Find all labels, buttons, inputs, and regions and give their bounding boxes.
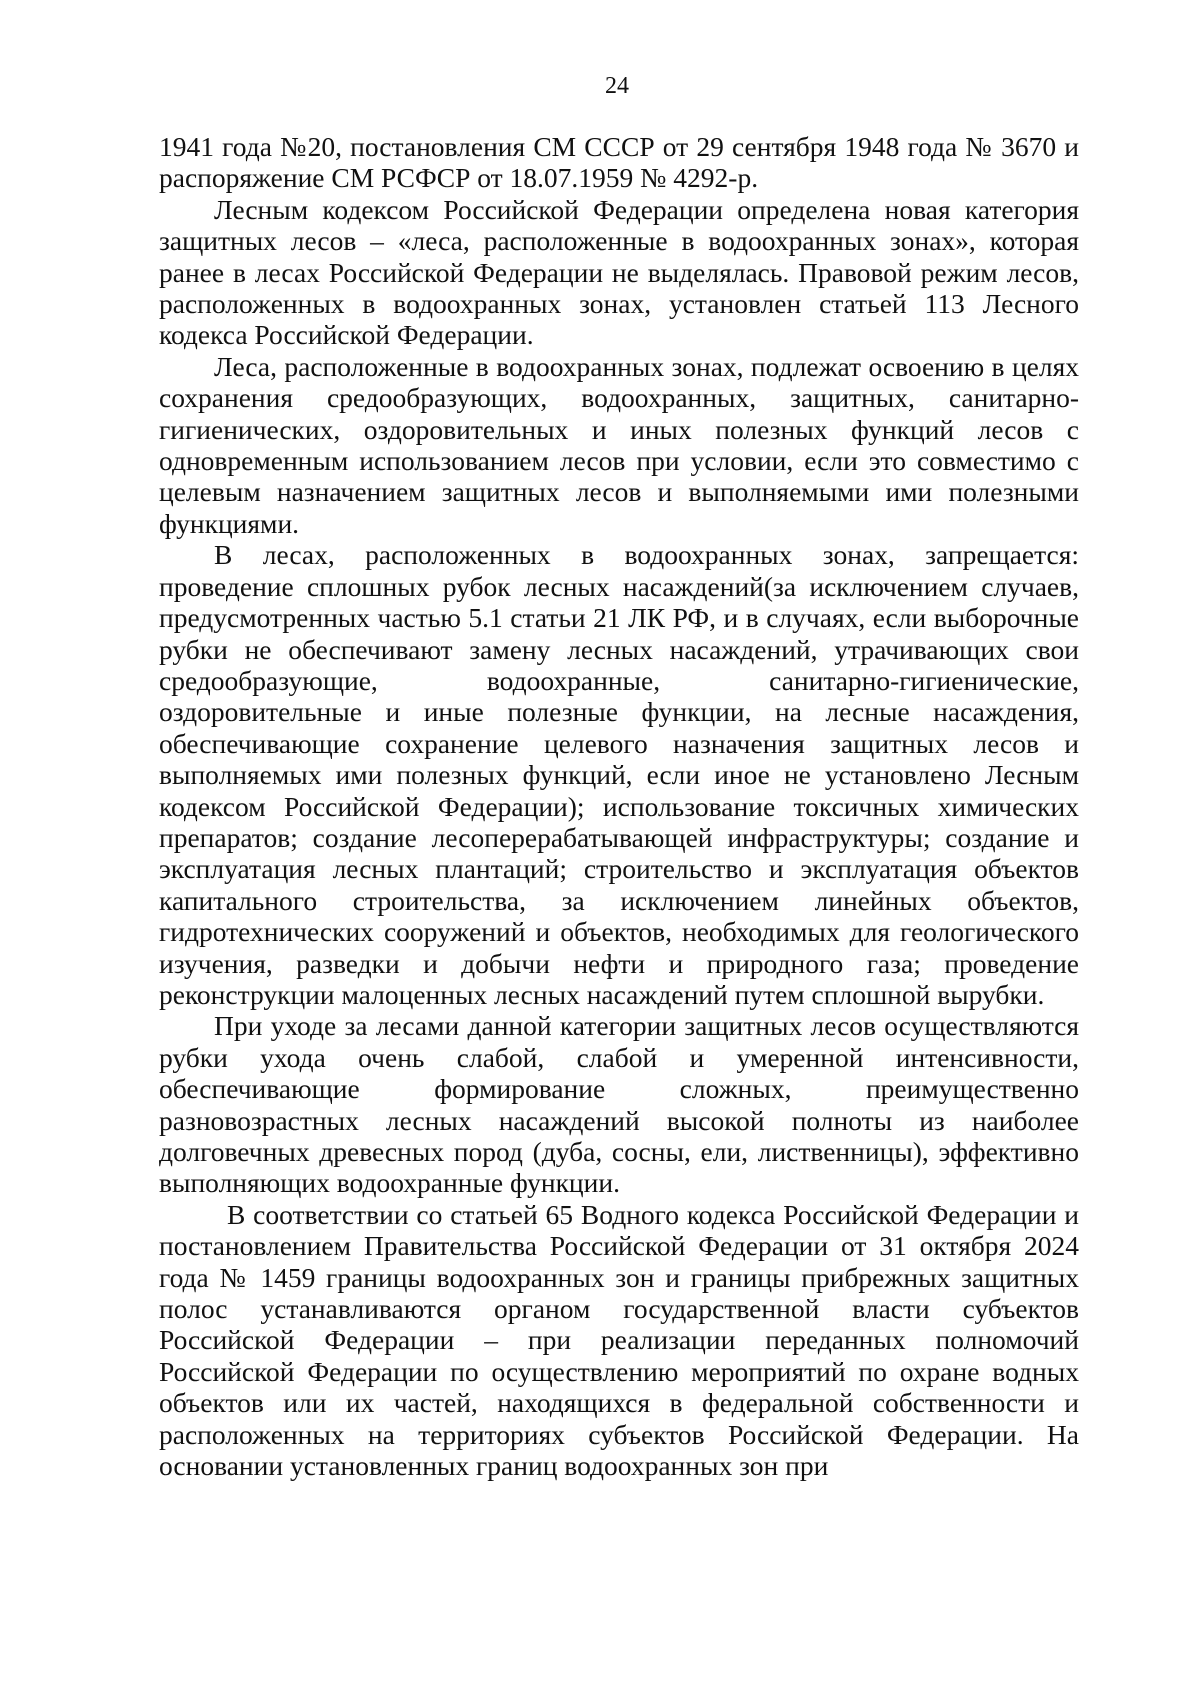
page-number: 24 bbox=[605, 73, 629, 99]
paragraph-prohibitions: В лесах, расположенных в водоохранных зонах, запрещается: проведение сплошных рубок лесных насаждений(за исключением случаев, предусмотренных частью 5.1 статьи 21 ЛК РФ, и в случаях, если выборочные рубки не обеспечивают замену лесных насаждений, утрачивающих свои средообразующие, водоохранные, санитарно-гигиенические, оздоровительные и иные полезные функции, на лесные насаждения, обеспечивающие сохранение целевого назначения защитных лесов и выполняемых ими полезных функций, если иное не установлено Лесным кодексом Российской Федерации); использование токсичных химических препаратов; создание лесоперерабатывающей инфраструктуры; создание и эксплуатация лесных плантаций; строительство и эксплуатация объектов капитального строительства, за исключением линейных объектов, гидротехнических сооружений и объектов, необходимых для геологического изучения, разведки и добычи нефти и природного газа; проведение реконструкции малоценных лесных насаждений путем сплошной вырубки. bbox=[159, 539, 1079, 1010]
paragraph-forest-code-category: Лесным кодексом Российской Федерации определена новая категория защитных лесов – «леса, расположенные в водоохранных зонах», которая ранее в лесах Российской Федерации не выделялась. Правовой режим лесов, расположенных в водоохранных зонах, установлен статьей 113 Лесного кодекса Российской Федерации. bbox=[159, 193, 1079, 351]
document-body bbox=[159, 131, 1079, 1481]
paragraph-continuation: 1941 года №20, постановления СМ СССР от 29 сентября 1948 года № 3670 и распоряжение СМ РСФСР от 18.07.1959 № 4292-р. bbox=[159, 131, 1079, 194]
paragraph-water-code: В соответствии со статьей 65 Водного кодекса Российской Федерации и постановлением Правительства Российской Федерации от 31 октября 2024 года № 1459 границы водоохранных зон и границы прибрежных защитных полос устанавливаются органом государственной власти субъектов Российской Федерации – при реализации переданных полномочий Российской Федерации по осуществлению мероприятий по охране водных объектов или их частей, находящихся в федеральной собственности и расположенных на территориях субъектов Российской Федерации. На основании установленных границ водоохранных зон при bbox=[159, 1198, 1079, 1482]
paragraph-forest-development: Леса, расположенные в водоохранных зонах, подлежат освоению в целях сохранения средообразующих, водоохранных, защитных, санитарно-гигиенических, оздоровительных и иных полезных функций лесов с одновременным использованием лесов при условии, если это совместимо с целевым назначением защитных лесов и выполняемыми ими полезными функциями. bbox=[159, 350, 1079, 539]
paragraph-forest-care: При уходе за лесами данной категории защитных лесов осуществляются рубки ухода очень слабой, слабой и умеренной интенсивности, обеспечивающие формирование сложных, преимущественно разновозрастных лесных насаждений высокой полноты из наиболее долговечных древесных пород (дуба, сосны, ели, лиственницы), эффективно выполняющих водоохранные функции. bbox=[159, 1010, 1079, 1199]
